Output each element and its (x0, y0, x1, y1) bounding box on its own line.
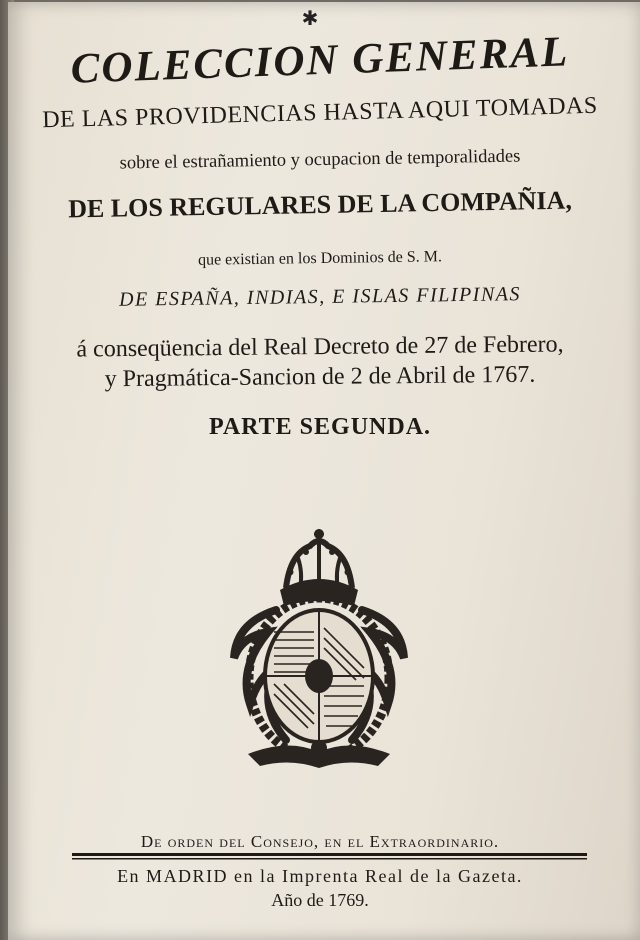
subtitle-line-providencias: DE LAS PROVIDENCIAS HASTA AQUI TOMADAS (41, 92, 599, 134)
subtitle-line-estranamiento: sobre el estrañamiento y ocupacion de temporalidades (119, 146, 521, 174)
divider-rule (72, 852, 587, 862)
year-line: Año de 1769. (271, 890, 369, 910)
subtitle-line-regulares: DE LOS REGULARES DE LA COMPAÑIA, (67, 185, 573, 224)
subtitle-line-dominios: que existian en los Dominios de S. M. (197, 248, 443, 269)
page-title: COLECCION GENERAL (69, 28, 571, 93)
decree-line: á conseqüencia del Real Decreto de 27 de Febrero, (76, 331, 564, 363)
part-heading: PARTE SEGUNDA. (208, 414, 432, 440)
order-line: De orden del Consejo, en el Extraordinario. (140, 832, 500, 851)
imprint-line: En MADRID en la Imprenta Real de la Gazeta. (117, 866, 523, 886)
pragmatica-line: y Pragmática-Sancion de 2 de Abril de 1767. (104, 361, 536, 393)
title-page (8, 2, 640, 940)
royal-coat-of-arms-icon (228, 528, 410, 772)
fleuron-ornament-icon: ✱ (301, 8, 319, 30)
subtitle-line-espana-indias: DE ESPAÑA, INDIAS, E ISLAS FILIPINAS (118, 283, 522, 311)
